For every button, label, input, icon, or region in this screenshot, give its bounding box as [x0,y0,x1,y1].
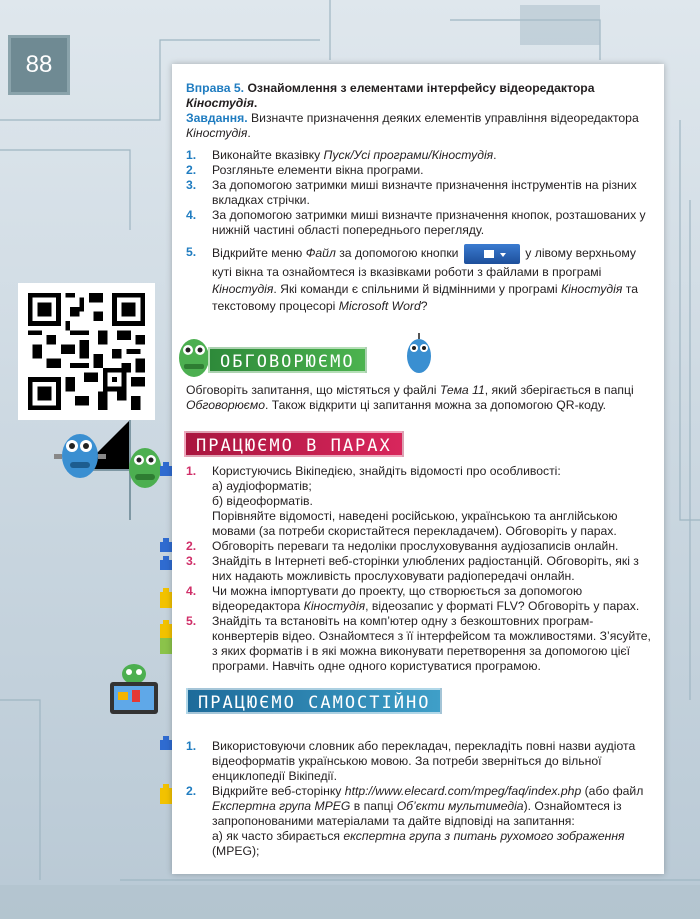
list-item [186,178,654,208]
item-text: (або файл [581,784,644,798]
item-text: а) аудіоформатів; [212,479,312,493]
robot-blue-icon [50,424,110,484]
banner-discuss: ОБГОВОРЮЄМО [208,347,367,373]
exercise-label: Вправа 5. [186,81,245,95]
list-item [186,554,654,584]
item-text: та текстовому процесорі [212,282,638,313]
exercise-steps [186,148,654,315]
item-number: 5. [186,614,197,628]
item-number: 3. [186,178,197,192]
item-text: а) як часто збирається [212,829,344,843]
banner-solo: ПРАЦЮЄМО САМОСТІЙНО [186,688,442,714]
item-text: ). Ознайомтеся із запропонованими матеріалами та дайте відповіді на запитання: [212,799,622,828]
list-item [186,739,654,784]
item-text: Відкрийте веб-сторінку [212,784,345,798]
content-panel [172,64,664,874]
banner-pairs: ПРАЦЮЄМО В ПАРАХ [184,431,404,457]
list-item [186,464,654,539]
item-italic: експертна група з питань рухомого зображення [343,829,625,843]
item-number: 1. [186,739,197,753]
item-text: в папці [350,799,397,813]
item-number: 1. [186,148,197,162]
pairs-list [186,464,654,674]
list-item [186,784,654,859]
robot-tablet-icon [104,660,164,720]
item-text: Виконайте вказівку [212,148,324,162]
item-italic: Кіностудія [212,282,274,296]
item-text: Порівняйте відомості, наведені російською, українською та англійською мовами (за потреби скористайтеся перекладачем). Обговоріть у парах. [212,509,618,538]
list-item [186,614,654,674]
item-text: Використовуючи словник або перекладач, перекладіть повні назви аудіота відеоформатів українською мовою. За потреби зверніться до вільної енциклопедії Вікіпедії. [212,739,636,783]
item-italic: Microsoft Word [338,299,421,313]
exercise-heading [186,81,652,111]
item-text: , відеозапис у форматі FLV? Обговоріть у парах. [365,599,640,613]
exercise-title-end: . [253,96,258,110]
robot-blue-small-icon [402,332,436,378]
file-menu-button-icon [464,244,520,264]
item-italic: Об’єкти мультимедіа [396,799,524,813]
discuss-text: . Також відкрити ці запитання можна за допомогою QR-коду. [264,398,606,412]
item-text: Обговоріть переваги та недоліки прослуховування аудіозаписів онлайн. [212,539,619,553]
discuss-text: , який зберігається в папці [484,383,634,397]
item-italic: Експертна група MPEG [212,799,351,813]
task-app: Кіностудія [186,126,248,140]
list-item [186,148,654,163]
item-italic: Кіностудія [303,599,366,613]
item-number: 4. [186,208,197,222]
item-italic: Пуск/Усі програми/Кіностудія [323,148,494,162]
item-text: ? [420,299,428,313]
list-item [186,584,654,614]
item-text: Чи можна імпортувати до проекту, що створюється за допомогою відеоредактора [212,584,583,613]
item-text: б) відеоформатів. [212,494,313,508]
list-item [186,539,654,554]
item-italic: Кіностудія [560,282,623,296]
item-number: 2. [186,539,197,553]
item-number: 2. [186,784,197,798]
item-number: 3. [186,554,197,568]
item-url: http://www.elecard.com/mpeg/faq/index.php [344,784,582,798]
task-body: Визначте призначення деяких елементів управління відеоредактора [251,111,639,125]
discuss-paragraph [186,383,656,413]
exercise-title-app: Кіностудія [186,96,254,110]
item-text: Знайдіть в Інтернеті веб-сторінки улюблених радіостанцій. Обговоріть, які з них надають можливість прослуховувати радіопередачі онлайн. [212,554,639,583]
item-text: . [493,148,497,162]
exercise-title: Ознайомлення з елементами інтерфейсу відеоредактора [247,81,595,95]
item-number: 4. [186,584,197,598]
item-text: Розгляньте елементи вікна програми. [212,163,424,177]
item-number: 5. [186,245,197,259]
item-text: Знайдіть та встановіть на комп’ютер одну з безкоштовних програм-конвертерів відео. Ознайомтеся з її інтерфейсом та можливостями. З’ясуйте, з яких форматів і в які можна виконувати перетворення за допомогою цієї програми. Навчіть одне одного користуватися програмою. [212,614,651,673]
page-number: 88 [8,35,70,95]
item-number: 1. [186,464,197,478]
task-text [186,111,652,141]
task-end: . [247,126,251,140]
item-text: За допомогою затримки миші визначте призначення кнопок, розташованих у нижній частині області попереднього перегляду. [212,208,646,237]
discuss-file: Тема 11 [439,383,485,397]
item-text: За допомогою затримки миші визначте призначення інструментів на різних вкладках стрічки. [212,178,637,207]
item-text: Відкрийте меню [212,246,306,261]
task-label: Завдання. [186,111,248,125]
item-text: (MPEG); [212,844,260,858]
item-text: у лівому верхньому куті вікна та ознайомтеся із вказівками роботи з файлами в програмі [212,246,636,279]
discuss-folder: Обговорюємо [186,398,265,412]
list-item [186,208,654,238]
item-number: 2. [186,163,197,177]
solo-list [186,739,654,859]
list-item [186,163,654,178]
discuss-text: Обговоріть запитання, що містяться у файлі [186,383,440,397]
item-text: Користуючись Вікіпедією, знайдіть відомості про особливості: [212,464,561,478]
item-text: . Які команди є спільними й відмінними у програмі [273,282,561,296]
list-item [186,244,654,315]
item-text: за допомогою кнопки [335,246,459,261]
qr-code-image [18,283,155,420]
item-italic: Файл [305,246,336,261]
